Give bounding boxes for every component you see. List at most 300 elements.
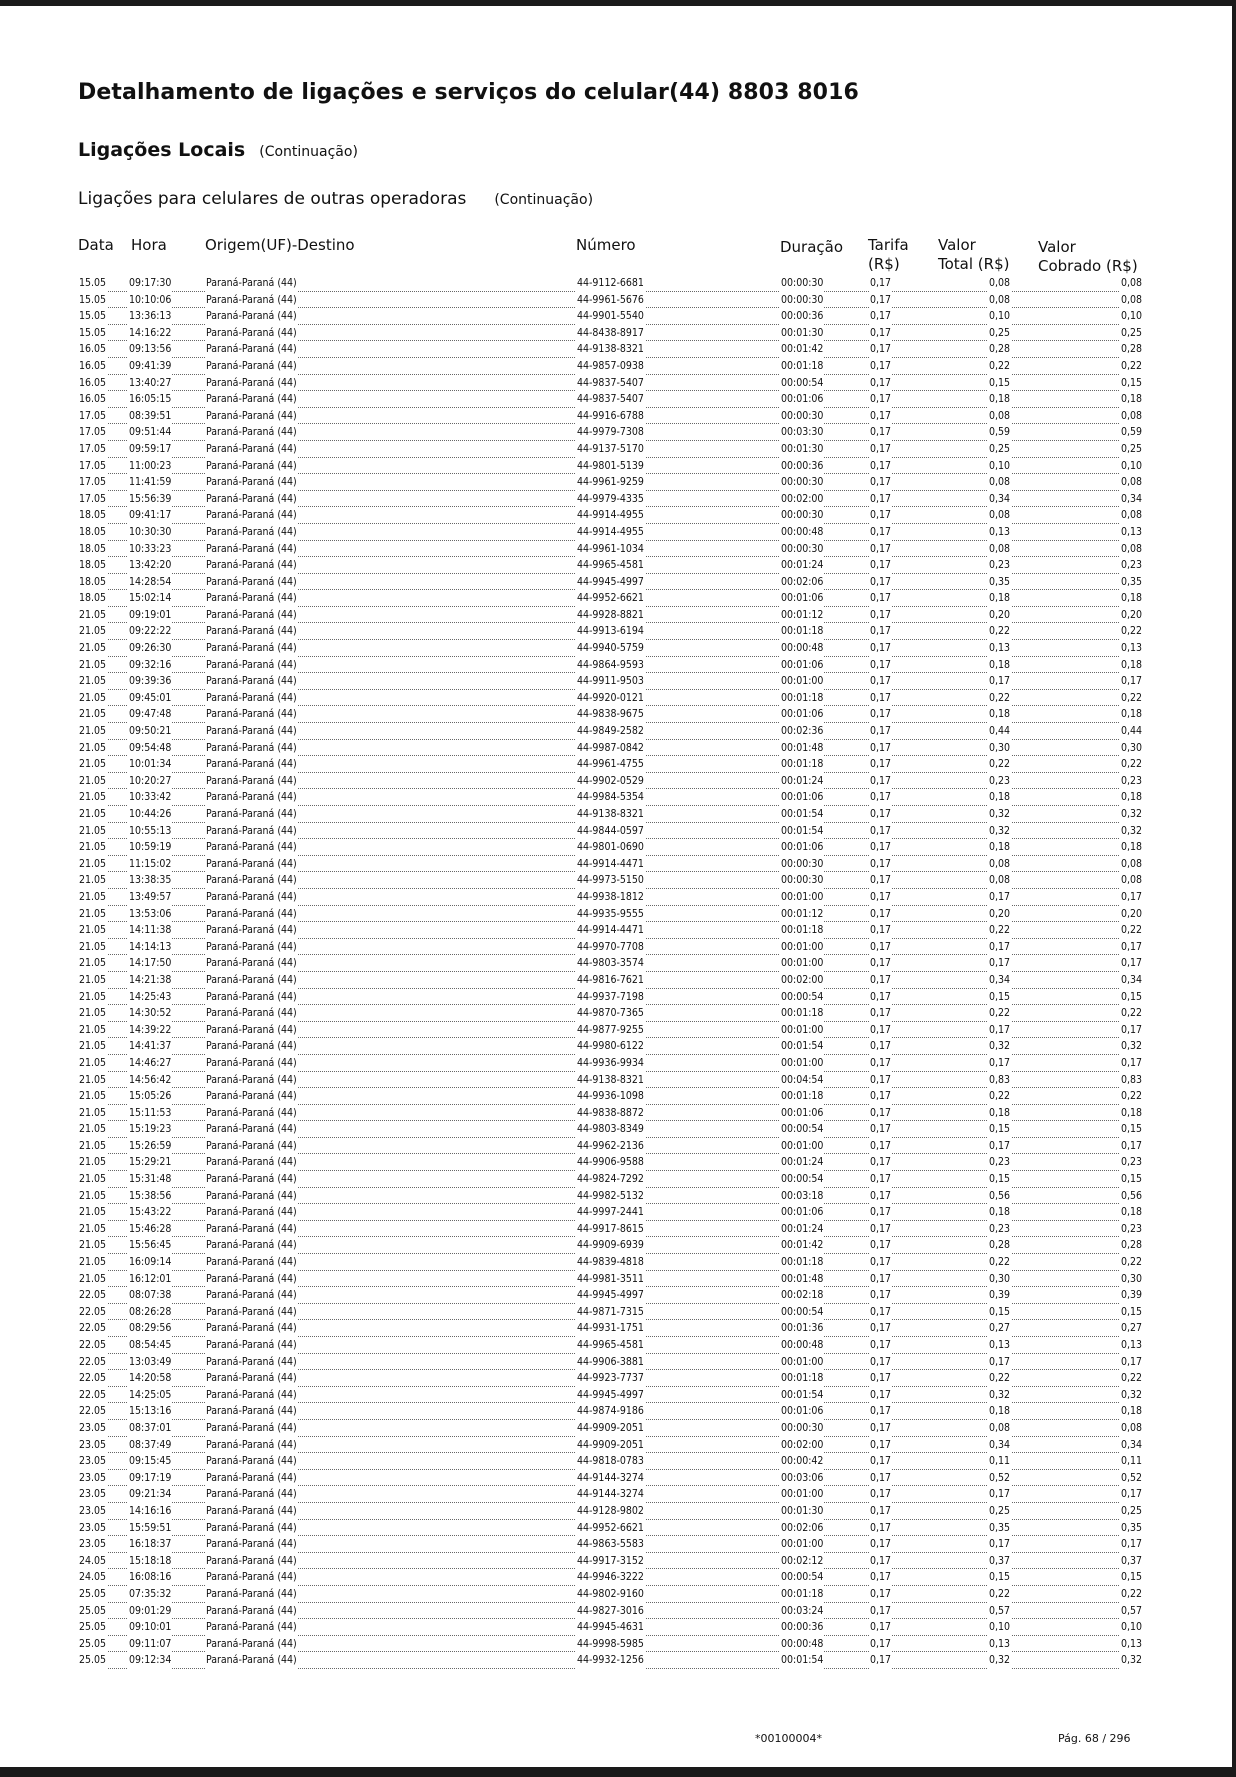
cell-tariff: 0,17 xyxy=(869,1453,892,1470)
table-row xyxy=(78,623,1143,640)
cell-tariff: 0,17 xyxy=(869,1470,892,1487)
table-row xyxy=(78,1503,1143,1520)
cell-date: 17.05 xyxy=(78,408,107,425)
cell-origin-destination: Paraná-Paraná (44) xyxy=(205,906,298,923)
cell-number: 44-9827-3016 xyxy=(576,1603,645,1620)
cell-time: 08:26:28 xyxy=(128,1304,172,1321)
cell-tariff: 0,17 xyxy=(869,773,892,790)
cell-time: 09:01:29 xyxy=(128,1603,172,1620)
cell-date: 21.05 xyxy=(78,823,107,840)
table-row xyxy=(78,574,1143,591)
cell-time: 09:51:44 xyxy=(128,424,172,441)
table-row xyxy=(78,1569,1143,1586)
cell-number: 44-9923-7737 xyxy=(576,1370,645,1387)
cell-time: 09:17:30 xyxy=(128,275,172,292)
cell-origin-destination: Paraná-Paraná (44) xyxy=(205,1237,298,1254)
cell-tariff: 0,17 xyxy=(869,292,892,309)
cell-time: 10:33:23 xyxy=(128,541,172,558)
cell-tariff: 0,17 xyxy=(869,275,892,292)
cell-charged: 0,15 xyxy=(1120,375,1143,392)
cell-tariff: 0,17 xyxy=(869,1437,892,1454)
table-row xyxy=(78,756,1143,773)
scan-border-right xyxy=(1232,0,1236,1777)
table-row xyxy=(78,723,1143,740)
cell-total: 0,08 xyxy=(988,408,1011,425)
cell-number: 44-9979-4335 xyxy=(576,491,645,508)
cell-origin-destination: Paraná-Paraná (44) xyxy=(205,1171,298,1188)
table-row xyxy=(78,1453,1143,1470)
cell-total: 0,52 xyxy=(988,1470,1011,1487)
cell-origin-destination: Paraná-Paraná (44) xyxy=(205,424,298,441)
cell-date: 21.05 xyxy=(78,740,107,757)
cell-tariff: 0,17 xyxy=(869,1652,892,1669)
cell-number: 44-9965-4581 xyxy=(576,557,645,574)
cell-date: 21.05 xyxy=(78,640,107,657)
cell-duration: 00:02:36 xyxy=(780,723,824,740)
cell-charged: 0,17 xyxy=(1120,673,1143,690)
cell-number: 44-9981-3511 xyxy=(576,1271,645,1288)
cell-time: 11:41:59 xyxy=(128,474,172,491)
cell-origin-destination: Paraná-Paraná (44) xyxy=(205,391,298,408)
cell-duration: 00:01:18 xyxy=(780,690,824,707)
cell-total: 0,22 xyxy=(988,623,1011,640)
cell-date: 17.05 xyxy=(78,474,107,491)
column-header-time: Hora xyxy=(131,236,167,254)
table-row xyxy=(78,325,1143,342)
cell-charged: 0,22 xyxy=(1120,623,1143,640)
cell-date: 21.05 xyxy=(78,1254,107,1271)
table-row xyxy=(78,1486,1143,1503)
cell-duration: 00:01:00 xyxy=(780,1138,824,1155)
cell-date: 21.05 xyxy=(78,657,107,674)
cell-origin-destination: Paraná-Paraná (44) xyxy=(205,507,298,524)
table-row xyxy=(78,789,1143,806)
cell-origin-destination: Paraná-Paraná (44) xyxy=(205,1204,298,1221)
cell-time: 14:39:22 xyxy=(128,1022,172,1039)
table-row xyxy=(78,1437,1143,1454)
table-row xyxy=(78,1022,1143,1039)
cell-time: 09:41:39 xyxy=(128,358,172,375)
cell-charged: 0,08 xyxy=(1120,507,1143,524)
cell-date: 18.05 xyxy=(78,574,107,591)
cell-time: 09:22:22 xyxy=(128,623,172,640)
cell-charged: 0,08 xyxy=(1120,872,1143,889)
cell-origin-destination: Paraná-Paraná (44) xyxy=(205,773,298,790)
cell-total: 0,30 xyxy=(988,1271,1011,1288)
cell-number: 44-9816-7621 xyxy=(576,972,645,989)
cell-date: 21.05 xyxy=(78,806,107,823)
cell-total: 0,08 xyxy=(988,292,1011,309)
cell-charged: 0,18 xyxy=(1120,1403,1143,1420)
cell-tariff: 0,17 xyxy=(869,375,892,392)
cell-date: 22.05 xyxy=(78,1304,107,1321)
cell-duration: 00:02:00 xyxy=(780,491,824,508)
cell-tariff: 0,17 xyxy=(869,1038,892,1055)
cell-total: 0,17 xyxy=(988,955,1011,972)
cell-duration: 00:01:24 xyxy=(780,1154,824,1171)
cell-tariff: 0,17 xyxy=(869,690,892,707)
cell-origin-destination: Paraná-Paraná (44) xyxy=(205,1387,298,1404)
cell-charged: 0,17 xyxy=(1120,1055,1143,1072)
cell-origin-destination: Paraná-Paraná (44) xyxy=(205,939,298,956)
cell-total: 0,17 xyxy=(988,673,1011,690)
cell-charged: 0,18 xyxy=(1120,706,1143,723)
table-row xyxy=(78,1304,1143,1321)
cell-duration: 00:01:18 xyxy=(780,922,824,939)
cell-total: 0,22 xyxy=(988,1254,1011,1271)
cell-date: 18.05 xyxy=(78,524,107,541)
cell-total: 0,32 xyxy=(988,1387,1011,1404)
table-row xyxy=(78,607,1143,624)
cell-duration: 00:01:54 xyxy=(780,1038,824,1055)
cell-origin-destination: Paraná-Paraná (44) xyxy=(205,607,298,624)
cell-tariff: 0,17 xyxy=(869,458,892,475)
cell-origin-destination: Paraná-Paraná (44) xyxy=(205,574,298,591)
table-row xyxy=(78,1072,1143,1089)
cell-total: 0,35 xyxy=(988,574,1011,591)
cell-total: 0,32 xyxy=(988,1038,1011,1055)
cell-total: 0,22 xyxy=(988,1088,1011,1105)
column-header-charged-line1: Valor xyxy=(1038,238,1076,256)
cell-number: 44-9911-9503 xyxy=(576,673,645,690)
cell-tariff: 0,17 xyxy=(869,408,892,425)
cell-date: 23.05 xyxy=(78,1520,107,1537)
cell-time: 14:14:13 xyxy=(128,939,172,956)
cell-date: 16.05 xyxy=(78,341,107,358)
cell-tariff: 0,17 xyxy=(869,1287,892,1304)
cell-date: 21.05 xyxy=(78,972,107,989)
section-label: Ligações Locais xyxy=(78,139,246,161)
cell-time: 10:33:42 xyxy=(128,789,172,806)
cell-time: 13:42:20 xyxy=(128,557,172,574)
cell-origin-destination: Paraná-Paraná (44) xyxy=(205,1088,298,1105)
cell-date: 21.05 xyxy=(78,756,107,773)
table-row xyxy=(78,1188,1143,1205)
column-header-total xyxy=(938,236,1009,274)
cell-duration: 00:01:54 xyxy=(780,823,824,840)
cell-number: 44-9909-6939 xyxy=(576,1237,645,1254)
cell-date: 15.05 xyxy=(78,275,107,292)
cell-tariff: 0,17 xyxy=(869,1188,892,1205)
cell-origin-destination: Paraná-Paraná (44) xyxy=(205,723,298,740)
cell-date: 22.05 xyxy=(78,1354,107,1371)
cell-total: 0,13 xyxy=(988,1636,1011,1653)
cell-duration: 00:01:30 xyxy=(780,441,824,458)
cell-time: 09:59:17 xyxy=(128,441,172,458)
cell-origin-destination: Paraná-Paraná (44) xyxy=(205,839,298,856)
cell-number: 44-9914-4471 xyxy=(576,922,645,939)
cell-tariff: 0,17 xyxy=(869,491,892,508)
cell-charged: 0,10 xyxy=(1120,308,1143,325)
cell-number: 44-9837-5407 xyxy=(576,391,645,408)
cell-total: 0,27 xyxy=(988,1320,1011,1337)
cell-charged: 0,27 xyxy=(1120,1320,1143,1337)
cell-origin-destination: Paraná-Paraná (44) xyxy=(205,1536,298,1553)
cell-date: 23.05 xyxy=(78,1420,107,1437)
cell-number: 44-9901-5540 xyxy=(576,308,645,325)
cell-tariff: 0,17 xyxy=(869,1354,892,1371)
cell-charged: 0,34 xyxy=(1120,972,1143,989)
cell-number: 44-9952-6621 xyxy=(576,590,645,607)
cell-charged: 0,13 xyxy=(1120,1636,1143,1653)
cell-origin-destination: Paraná-Paraná (44) xyxy=(205,756,298,773)
cell-origin-destination: Paraná-Paraná (44) xyxy=(205,623,298,640)
cell-date: 23.05 xyxy=(78,1503,107,1520)
cell-origin-destination: Paraná-Paraná (44) xyxy=(205,1470,298,1487)
cell-date: 23.05 xyxy=(78,1453,107,1470)
cell-number: 44-9928-8821 xyxy=(576,607,645,624)
cell-number: 44-9945-4997 xyxy=(576,1387,645,1404)
column-header-origin: Origem(UF)-Destino xyxy=(205,236,355,254)
cell-time: 14:25:05 xyxy=(128,1387,172,1404)
cell-number: 44-9803-3574 xyxy=(576,955,645,972)
cell-total: 0,18 xyxy=(988,1204,1011,1221)
cell-charged: 0,13 xyxy=(1120,640,1143,657)
table-row xyxy=(78,1403,1143,1420)
cell-total: 0,59 xyxy=(988,424,1011,441)
cell-charged: 0,18 xyxy=(1120,391,1143,408)
cell-charged: 0,83 xyxy=(1120,1072,1143,1089)
table-row xyxy=(78,1204,1143,1221)
cell-duration: 00:01:18 xyxy=(780,358,824,375)
cell-charged: 0,17 xyxy=(1120,939,1143,956)
cell-duration: 00:00:30 xyxy=(780,408,824,425)
subsection-label: Ligações para celulares de outras operadoras xyxy=(78,189,467,209)
cell-tariff: 0,17 xyxy=(869,1055,892,1072)
table-row xyxy=(78,906,1143,923)
cell-date: 22.05 xyxy=(78,1287,107,1304)
cell-origin-destination: Paraná-Paraná (44) xyxy=(205,657,298,674)
table-row xyxy=(78,590,1143,607)
cell-duration: 00:01:06 xyxy=(780,1105,824,1122)
table-row xyxy=(78,1553,1143,1570)
cell-total: 0,10 xyxy=(988,458,1011,475)
cell-number: 44-9909-2051 xyxy=(576,1420,645,1437)
cell-time: 08:54:45 xyxy=(128,1337,172,1354)
cell-date: 22.05 xyxy=(78,1370,107,1387)
cell-date: 15.05 xyxy=(78,325,107,342)
cell-charged: 0,15 xyxy=(1120,1171,1143,1188)
cell-total: 0,15 xyxy=(988,1569,1011,1586)
subsection-heading xyxy=(78,189,593,209)
cell-tariff: 0,17 xyxy=(869,1105,892,1122)
cell-number: 44-9945-4997 xyxy=(576,574,645,591)
cell-time: 07:35:32 xyxy=(128,1586,172,1603)
cell-duration: 00:03:30 xyxy=(780,424,824,441)
cell-number: 44-9920-0121 xyxy=(576,690,645,707)
cell-time: 09:45:01 xyxy=(128,690,172,707)
table-row xyxy=(78,773,1143,790)
cell-date: 17.05 xyxy=(78,491,107,508)
cell-date: 22.05 xyxy=(78,1337,107,1354)
cell-time: 15:56:45 xyxy=(128,1237,172,1254)
cell-tariff: 0,17 xyxy=(869,1138,892,1155)
cell-date: 21.05 xyxy=(78,906,107,923)
cell-tariff: 0,17 xyxy=(869,640,892,657)
table-row xyxy=(78,1254,1143,1271)
cell-time: 13:40:27 xyxy=(128,375,172,392)
cell-date: 21.05 xyxy=(78,1204,107,1221)
cell-charged: 0,35 xyxy=(1120,1520,1143,1537)
cell-origin-destination: Paraná-Paraná (44) xyxy=(205,557,298,574)
cell-total: 0,57 xyxy=(988,1603,1011,1620)
table-row xyxy=(78,408,1143,425)
cell-tariff: 0,17 xyxy=(869,623,892,640)
cell-time: 15:59:51 xyxy=(128,1520,172,1537)
cell-time: 08:39:51 xyxy=(128,408,172,425)
cell-duration: 00:01:30 xyxy=(780,1503,824,1520)
cell-number: 44-9979-7308 xyxy=(576,424,645,441)
table-row xyxy=(78,491,1143,508)
cell-origin-destination: Paraná-Paraná (44) xyxy=(205,806,298,823)
cell-number: 44-9801-0690 xyxy=(576,839,645,856)
cell-time: 09:41:17 xyxy=(128,507,172,524)
cell-time: 09:50:21 xyxy=(128,723,172,740)
cell-total: 0,18 xyxy=(988,839,1011,856)
cell-origin-destination: Paraná-Paraná (44) xyxy=(205,690,298,707)
cell-number: 44-9857-0938 xyxy=(576,358,645,375)
cell-origin-destination: Paraná-Paraná (44) xyxy=(205,823,298,840)
cell-duration: 00:00:48 xyxy=(780,640,824,657)
cell-origin-destination: Paraná-Paraná (44) xyxy=(205,955,298,972)
cell-number: 44-9838-9675 xyxy=(576,706,645,723)
cell-total: 0,08 xyxy=(988,507,1011,524)
cell-date: 21.05 xyxy=(78,673,107,690)
cell-tariff: 0,17 xyxy=(869,1520,892,1537)
cell-total: 0,13 xyxy=(988,640,1011,657)
cell-charged: 0,22 xyxy=(1120,922,1143,939)
cell-duration: 00:03:18 xyxy=(780,1188,824,1205)
cell-total: 0,17 xyxy=(988,939,1011,956)
cell-date: 22.05 xyxy=(78,1387,107,1404)
cell-total: 0,18 xyxy=(988,657,1011,674)
cell-charged: 0,18 xyxy=(1120,789,1143,806)
table-row xyxy=(78,375,1143,392)
cell-time: 10:59:19 xyxy=(128,839,172,856)
cell-date: 24.05 xyxy=(78,1553,107,1570)
cell-origin-destination: Paraná-Paraná (44) xyxy=(205,474,298,491)
cell-charged: 0,28 xyxy=(1120,341,1143,358)
cell-number: 44-9914-4955 xyxy=(576,507,645,524)
scan-border-top xyxy=(0,0,1236,6)
cell-charged: 0,52 xyxy=(1120,1470,1143,1487)
cell-time: 13:03:49 xyxy=(128,1354,172,1371)
cell-date: 16.05 xyxy=(78,375,107,392)
table-row xyxy=(78,690,1143,707)
table-row xyxy=(78,1221,1143,1238)
cell-date: 21.05 xyxy=(78,1154,107,1171)
cell-number: 44-9112-6681 xyxy=(576,275,645,292)
table-row xyxy=(78,939,1143,956)
cell-time: 10:20:27 xyxy=(128,773,172,790)
cell-tariff: 0,17 xyxy=(869,1088,892,1105)
cell-total: 0,17 xyxy=(988,1486,1011,1503)
cell-duration: 00:00:30 xyxy=(780,507,824,524)
table-row xyxy=(78,1038,1143,1055)
cell-total: 0,44 xyxy=(988,723,1011,740)
cell-total: 0,32 xyxy=(988,806,1011,823)
cell-tariff: 0,17 xyxy=(869,906,892,923)
table-row xyxy=(78,1619,1143,1636)
cell-charged: 0,35 xyxy=(1120,574,1143,591)
cell-time: 14:41:37 xyxy=(128,1038,172,1055)
cell-time: 14:20:58 xyxy=(128,1370,172,1387)
cell-origin-destination: Paraná-Paraná (44) xyxy=(205,1072,298,1089)
cell-number: 44-9913-6194 xyxy=(576,623,645,640)
cell-time: 08:37:49 xyxy=(128,1437,172,1454)
cell-tariff: 0,17 xyxy=(869,1271,892,1288)
cell-total: 0,17 xyxy=(988,1138,1011,1155)
cell-number: 44-9952-6621 xyxy=(576,1520,645,1537)
cell-time: 14:16:22 xyxy=(128,325,172,342)
table-row xyxy=(78,524,1143,541)
cell-date: 21.05 xyxy=(78,1105,107,1122)
cell-charged: 0,08 xyxy=(1120,474,1143,491)
cell-origin-destination: Paraná-Paraná (44) xyxy=(205,1420,298,1437)
cell-date: 21.05 xyxy=(78,1088,107,1105)
cell-duration: 00:01:54 xyxy=(780,1652,824,1669)
table-row xyxy=(78,1470,1143,1487)
cell-duration: 00:01:00 xyxy=(780,1354,824,1371)
cell-total: 0,25 xyxy=(988,441,1011,458)
cell-origin-destination: Paraná-Paraná (44) xyxy=(205,1221,298,1238)
cell-date: 17.05 xyxy=(78,458,107,475)
cell-number: 44-9144-3274 xyxy=(576,1470,645,1487)
cell-time: 15:29:21 xyxy=(128,1154,172,1171)
cell-date: 21.05 xyxy=(78,1055,107,1072)
table-row xyxy=(78,806,1143,823)
cell-total: 0,56 xyxy=(988,1188,1011,1205)
cell-date: 21.05 xyxy=(78,1038,107,1055)
cell-charged: 0,39 xyxy=(1120,1287,1143,1304)
cell-number: 44-9940-5759 xyxy=(576,640,645,657)
cell-duration: 00:01:00 xyxy=(780,1486,824,1503)
cell-tariff: 0,17 xyxy=(869,872,892,889)
cell-charged: 0,25 xyxy=(1120,1503,1143,1520)
table-row xyxy=(78,474,1143,491)
cell-duration: 00:00:54 xyxy=(780,1121,824,1138)
cell-time: 15:31:48 xyxy=(128,1171,172,1188)
cell-tariff: 0,17 xyxy=(869,1022,892,1039)
cell-number: 44-9801-5139 xyxy=(576,458,645,475)
cell-date: 21.05 xyxy=(78,1188,107,1205)
cell-number: 44-9138-8321 xyxy=(576,806,645,823)
cell-origin-destination: Paraná-Paraná (44) xyxy=(205,989,298,1006)
cell-charged: 0,08 xyxy=(1120,275,1143,292)
cell-number: 44-9961-1034 xyxy=(576,541,645,558)
table-row xyxy=(78,989,1143,1006)
cell-charged: 0,22 xyxy=(1120,1088,1143,1105)
scan-border-bottom xyxy=(0,1767,1236,1777)
cell-charged: 0,15 xyxy=(1120,1121,1143,1138)
cell-origin-destination: Paraná-Paraná (44) xyxy=(205,1304,298,1321)
cell-origin-destination: Paraná-Paraná (44) xyxy=(205,1403,298,1420)
cell-tariff: 0,17 xyxy=(869,989,892,1006)
cell-date: 23.05 xyxy=(78,1437,107,1454)
cell-tariff: 0,17 xyxy=(869,972,892,989)
cell-number: 44-9980-6122 xyxy=(576,1038,645,1055)
cell-date: 16.05 xyxy=(78,391,107,408)
cell-total: 0,37 xyxy=(988,1553,1011,1570)
cell-charged: 0,17 xyxy=(1120,1138,1143,1155)
cell-origin-destination: Paraná-Paraná (44) xyxy=(205,325,298,342)
cell-time: 09:19:01 xyxy=(128,607,172,624)
cell-duration: 00:01:42 xyxy=(780,341,824,358)
cell-time: 15:43:22 xyxy=(128,1204,172,1221)
cell-time: 09:17:19 xyxy=(128,1470,172,1487)
cell-total: 0,34 xyxy=(988,972,1011,989)
cell-date: 21.05 xyxy=(78,1221,107,1238)
